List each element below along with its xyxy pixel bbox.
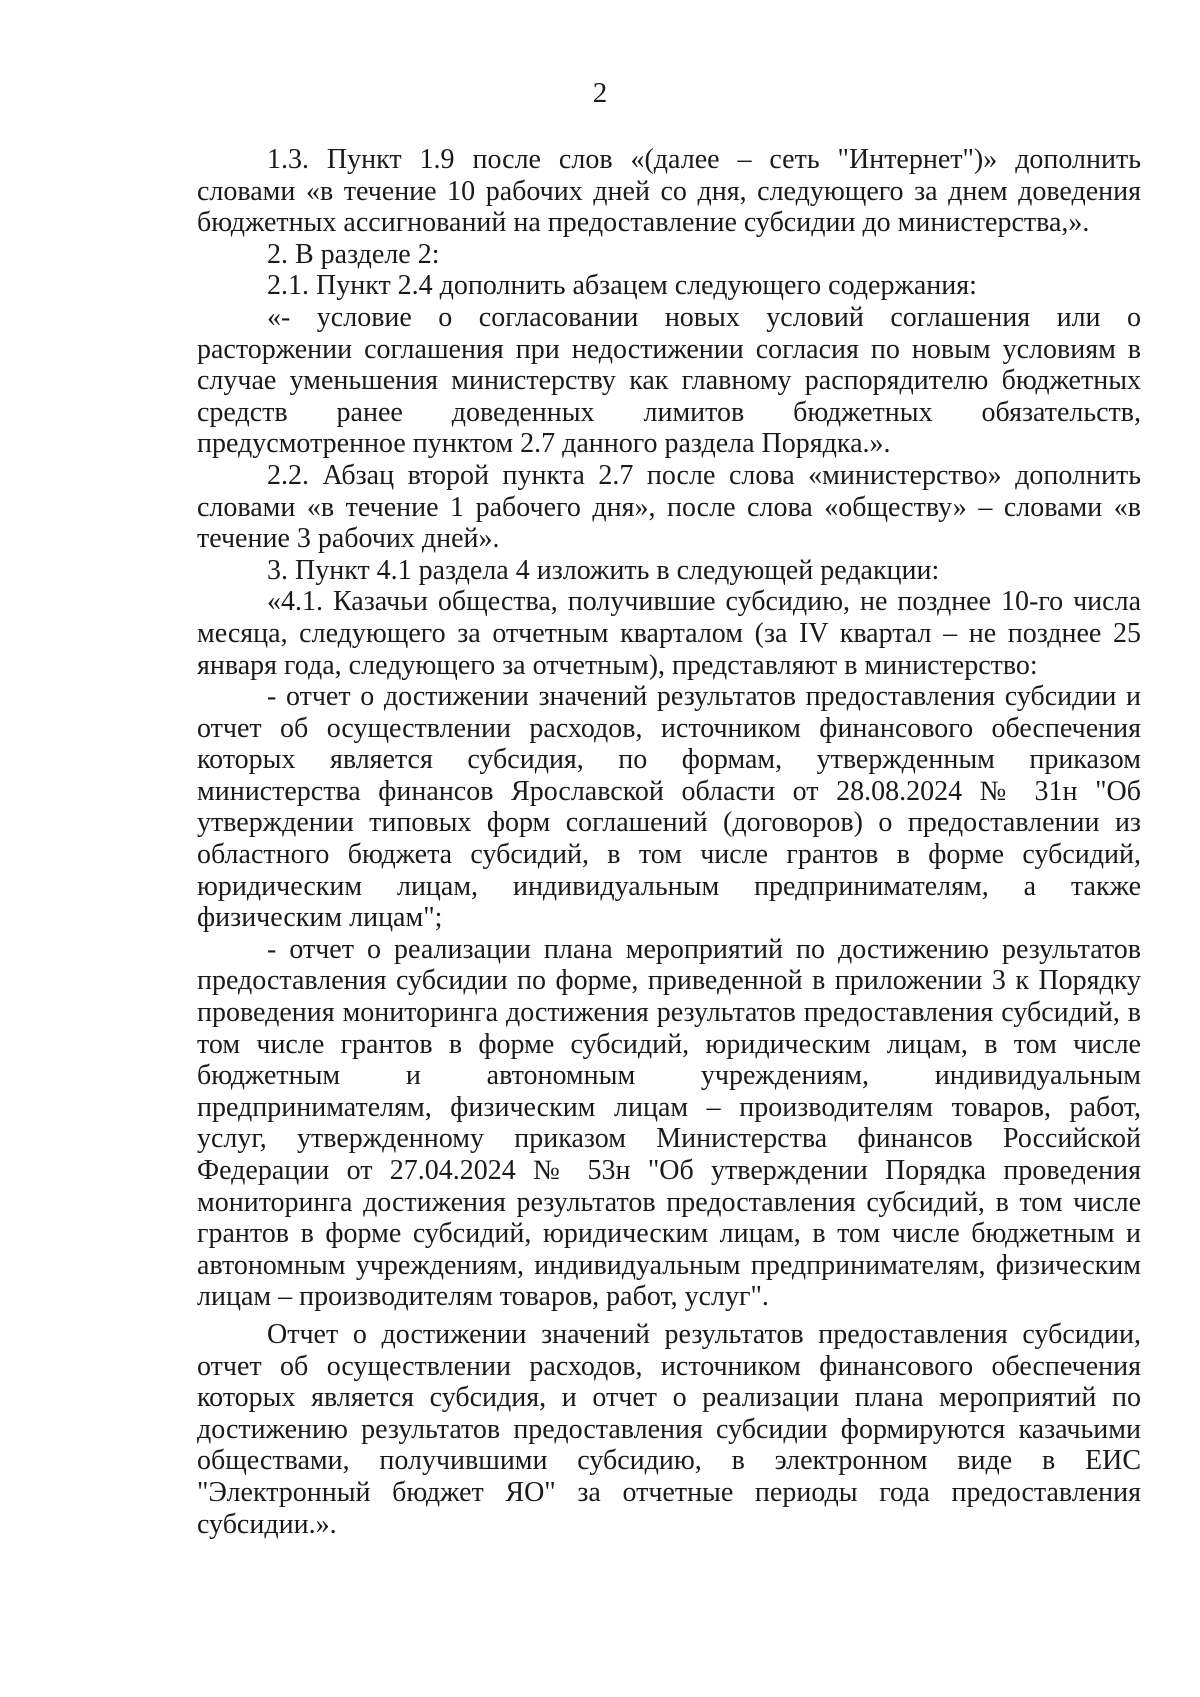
page-number: 2 [592,77,608,109]
paragraph-2-1-quote: «- условие о согласовании новых условий соглашения или о расторжении соглашения при недостижении согласия по новым условиям в случае уменьшения министерству как главному распорядителю бюджетных средств ранее доведенных лимитов бюджетных обязательств, предусмотренное пунктом 2.7 данного раздела Порядка.». [197,301,1141,460]
paragraph-reports-formation: Отчет о достижении значений результатов предоставления субсидии, отчет об осуществлении расходов, источником финансового обеспечения которых является субсидия, и отчет о реализации плана мероприятий по достижению результатов предоставления субсидии формируются казачьими обществами, получившими субсидию, в электронном виде в ЕИС "Электронный бюджет ЯО" за отчетные периоды года предоставления субсидии.». [197,1318,1141,1540]
paragraph-report-1: - отчет о достижении значений результатов предоставления субсидии и отчет об осуществлении расходов, источником финансового обеспечения которых является субсидия, по формам, утвержденным приказом министерства финансов Ярославской области от 28.08.2024 № 31н "Об утверждении типовых форм соглашений (договоров) о предоставлении из областного бюджета субсидий, в том числе грантов в форме субсидий, юридическим лицам, индивидуальным предпринимателям, а также физическим лицам"; [197,681,1141,934]
document-body [197,144,1141,1540]
paragraph-2-1: 2.1. Пункт 2.4 дополнить абзацем следующего содержания: [267,270,977,302]
paragraph-report-2: - отчет о реализации плана мероприятий по достижению результатов предоставления субсидии по форме, приведенной в приложении 3 к Порядку проведения мониторинга достижения результатов предоставления субсидий, в том числе грантов в форме субсидий, юридическим лицам, в том числе бюджетным и автономным учреждениям, индивидуальным предпринимателям, физическим лицам – производителям товаров, работ, услуг, утвержденному приказом Министерства финансов Российской Федерации от 27.04.2024 № 53н "Об утверждении Порядка проведения мониторинга достижения результатов предоставления субсидий, в том числе грантов в форме субсидий, юридическим лицам, в том числе бюджетным и автономным учреждениям, индивидуальным предпринимателям, физическим лицам – производителям товаров, работ, услуг". [197,933,1141,1313]
paragraph-4-1: «4.1. Казачьи общества, получившие субсидию, не позднее 10-го числа месяца, следующего за отчетным кварталом (за IV квартал – не позднее 25 января года, следующего за отчетным), представляют в министерство: [197,586,1141,681]
paragraph-2-2: 2.2. Абзац второй пункта 2.7 после слова «министерство» дополнить словами «в течение 1 рабочего дня», после слова «обществу» – словами «в течение 3 рабочих дней». [197,459,1141,555]
paragraph-1-3: 1.3. Пункт 1.9 после слов «(далее – сеть "Интернет")» дополнить словами «в течение 10 рабочих дней со дня, следующего за днем доведения бюджетных ассигнований на предоставление субсидии до министерства,». [197,144,1141,239]
paragraph-section-2: 2. В разделе 2: [267,238,440,270]
paragraph-3: 3. Пункт 4.1 раздела 4 изложить в следующей редакции: [267,554,940,586]
